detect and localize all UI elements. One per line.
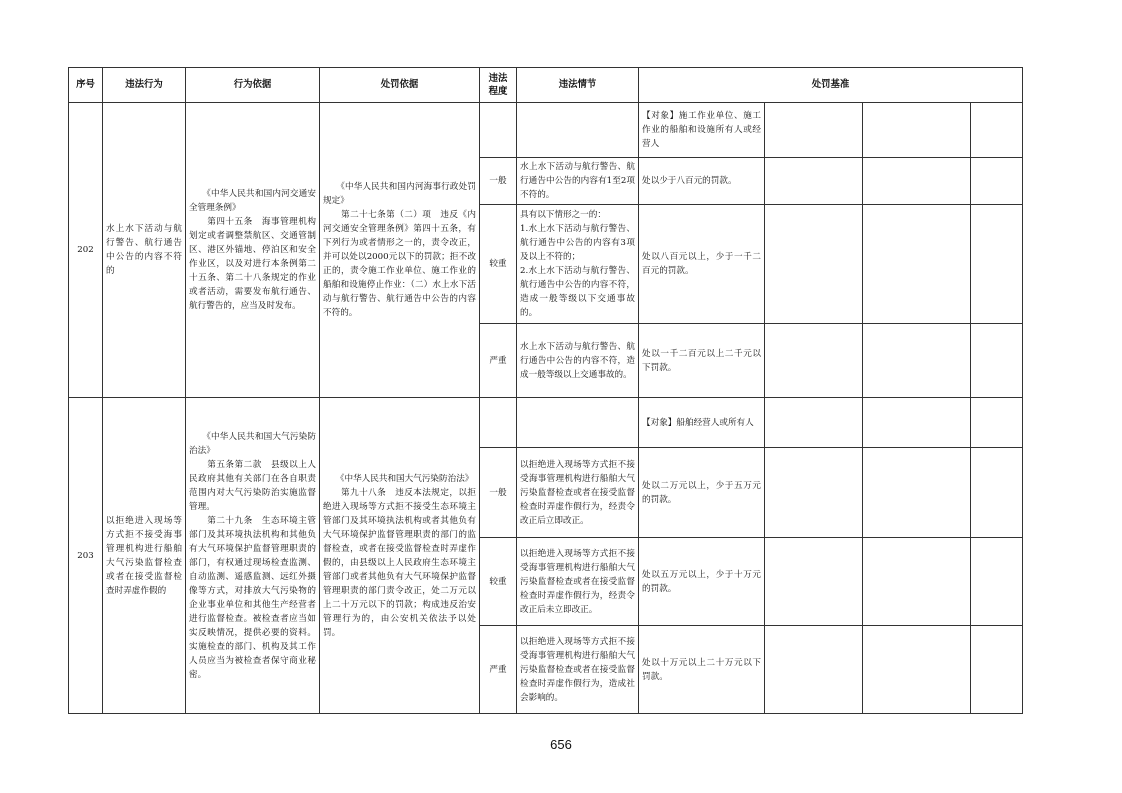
- row-degree: 严重: [480, 626, 517, 714]
- table-row: [69, 398, 1023, 448]
- page-number: 656: [550, 737, 572, 752]
- header-circumstance: 违法情节: [517, 68, 639, 103]
- empty-cell: [765, 324, 863, 398]
- header-seq: 序号: [69, 68, 103, 103]
- empty-cell: [863, 448, 971, 538]
- empty-cell: [971, 538, 1023, 626]
- table-row: [69, 103, 1023, 158]
- row-degree: 较重: [480, 538, 517, 626]
- empty-cell: [765, 538, 863, 626]
- row-degree: 严重: [480, 324, 517, 398]
- row-circumstance: 具有以下情形之一的： 1.水上水下活动与航行警告、航行通告中公告的内容有3项及以上不符的； 2.水上水下活动与航行警告、航行通告中公告的内容不符，造成一般等级以下交通事故的。: [517, 205, 639, 324]
- empty-cell: [765, 398, 863, 448]
- row-degree: 一般: [480, 158, 517, 205]
- row-circumstance: 以拒绝进入现场等方式拒不接受海事管理机构进行船舶大气污染监督检查或者在接受监督检查时弄虚作假行为，经责令改正后未立即改正。: [517, 538, 639, 626]
- empty-cell: [517, 398, 639, 448]
- item-seq: 202: [69, 103, 103, 398]
- row-degree: 较重: [480, 205, 517, 324]
- empty-cell: [971, 626, 1023, 714]
- empty-cell: [765, 205, 863, 324]
- header-row: [69, 68, 1023, 103]
- item-seq: 203: [69, 398, 103, 714]
- row-standard: 处以少于八百元的罚款。: [639, 158, 765, 205]
- row-circumstance: 水上水下活动与航行警告、航行通告中公告的内容不符，造成一般等级以上交通事故的。: [517, 324, 639, 398]
- empty-cell: [971, 448, 1023, 538]
- empty-cell: [480, 398, 517, 448]
- item-act: 以拒绝进入现场等方式拒不接受海事管理机构进行船舶大气污染监督检查或者在接受监督检查时弄虚作假的: [103, 398, 186, 714]
- row-standard: 处以五万元以上，少于十万元的罚款。: [639, 538, 765, 626]
- empty-cell: [863, 538, 971, 626]
- empty-cell: [863, 103, 971, 158]
- item-target: 【对象】施工作业单位、施工作业的船舶和设施所有人或经营人: [639, 103, 765, 158]
- header-basis: 行为依据: [186, 68, 320, 103]
- empty-cell: [863, 324, 971, 398]
- row-degree: 一般: [480, 448, 517, 538]
- empty-cell: [863, 398, 971, 448]
- row-standard: 处以二万元以上，少于五万元的罚款。: [639, 448, 765, 538]
- item-act: 水上水下活动与航行警告、航行通告中公告的内容不符的: [103, 103, 186, 398]
- header-act: 违法行为: [103, 68, 186, 103]
- empty-cell: [971, 205, 1023, 324]
- row-circumstance: 以拒绝进入现场等方式拒不接受海事管理机构进行船舶大气污染监督检查或者在接受监督检查时弄虚作假行为，经责令改正后立即改正。: [517, 448, 639, 538]
- empty-cell: [480, 103, 517, 158]
- empty-cell: [765, 158, 863, 205]
- item-penalty-basis: 《中华人民共和国大气污染防治法》 第九十八条 违反本法规定，以拒绝进入现场等方式拒不接受生态环境主管部门及其环境执法机构或者其他负有大气环境保护监督管理职责的部门的监督检查，或者在接受监督检查时弄虚作假的，由县级以上人民政府生态环境主管部门或者其他负有大气环境保护监督管理职责的部门责令改正，处二万元以上二十万元以下的罚款；构成违反治安管理行为的，由公安机关依法予以处罚。: [320, 398, 480, 714]
- empty-cell: [765, 626, 863, 714]
- header-penalty-basis: 处罚依据: [320, 68, 480, 103]
- row-standard: 处以八百元以上，少于一千二百元的罚款。: [639, 205, 765, 324]
- row-circumstance: 以拒绝进入现场等方式拒不接受海事管理机构进行船舶大气污染监督检查或者在接受监督检查时弄虚作假行为，造成社会影响的。: [517, 626, 639, 714]
- item-basis: 《中华人民共和国大气污染防治法》 第五条第二款 县级以上人民政府其他有关部门在各自职责范围内对大气污染防治实施监督管理。 第二十九条 生态环境主管部门及其环境执法机构和其他负有大气环境保护监督管理职责的部门，有权通过现场检查监测、自动监测、遥感监测、远红外摄像等方式，对排放大气污染物的企业事业单位和其他生产经营者进行监督检查。被检查者应当如实反映情况，提供必要的资料。实施检查的部门、机构及其工作人员应当为被检查者保守商业秘密。: [186, 398, 320, 714]
- empty-cell: [765, 448, 863, 538]
- row-standard: 处以十万元以上二十万元以下罚款。: [639, 626, 765, 714]
- empty-cell: [971, 158, 1023, 205]
- item-basis: 《中华人民共和国内河交通安全管理条例》 第四十五条 海事管理机构划定或者调整禁航区、交通管制区、港区外锚地、停泊区和安全作业区，以及对进行本条例第二十五条、第二十八条规定的作业或者活动，需要发布航行通告、航行警告的，应当及时发布。: [186, 103, 320, 398]
- row-standard: 处以一千二百元以上二千元以下罚款。: [639, 324, 765, 398]
- empty-cell: [971, 103, 1023, 158]
- penalty-table: [68, 67, 1023, 714]
- row-circumstance: 水上水下活动与航行警告、航行通告中公告的内容有1至2项不符的。: [517, 158, 639, 205]
- header-degree: 违法 程度: [480, 68, 517, 103]
- empty-cell: [863, 158, 971, 205]
- item-target: 【对象】船舶经营人或所有人: [639, 398, 765, 448]
- empty-cell: [971, 398, 1023, 448]
- empty-cell: [765, 103, 863, 158]
- empty-cell: [971, 324, 1023, 398]
- header-standard: 处罚基准: [639, 68, 1023, 103]
- empty-cell: [863, 205, 971, 324]
- empty-cell: [863, 626, 971, 714]
- item-penalty-basis: 《中华人民共和国内河海事行政处罚规定》 第二十七条第（二）项 违反《内河交通安全管理条例》第四十五条，有下列行为或者情形之一的，责令改正，并可以处以2000元以下的罚款；拒不改正的，责令施工作业单位、施工作业的船舶和设施停止作业：（二）水上水下活动与航行警告、航行通告中公告的内容不符的。: [320, 103, 480, 398]
- empty-cell: [517, 103, 639, 158]
